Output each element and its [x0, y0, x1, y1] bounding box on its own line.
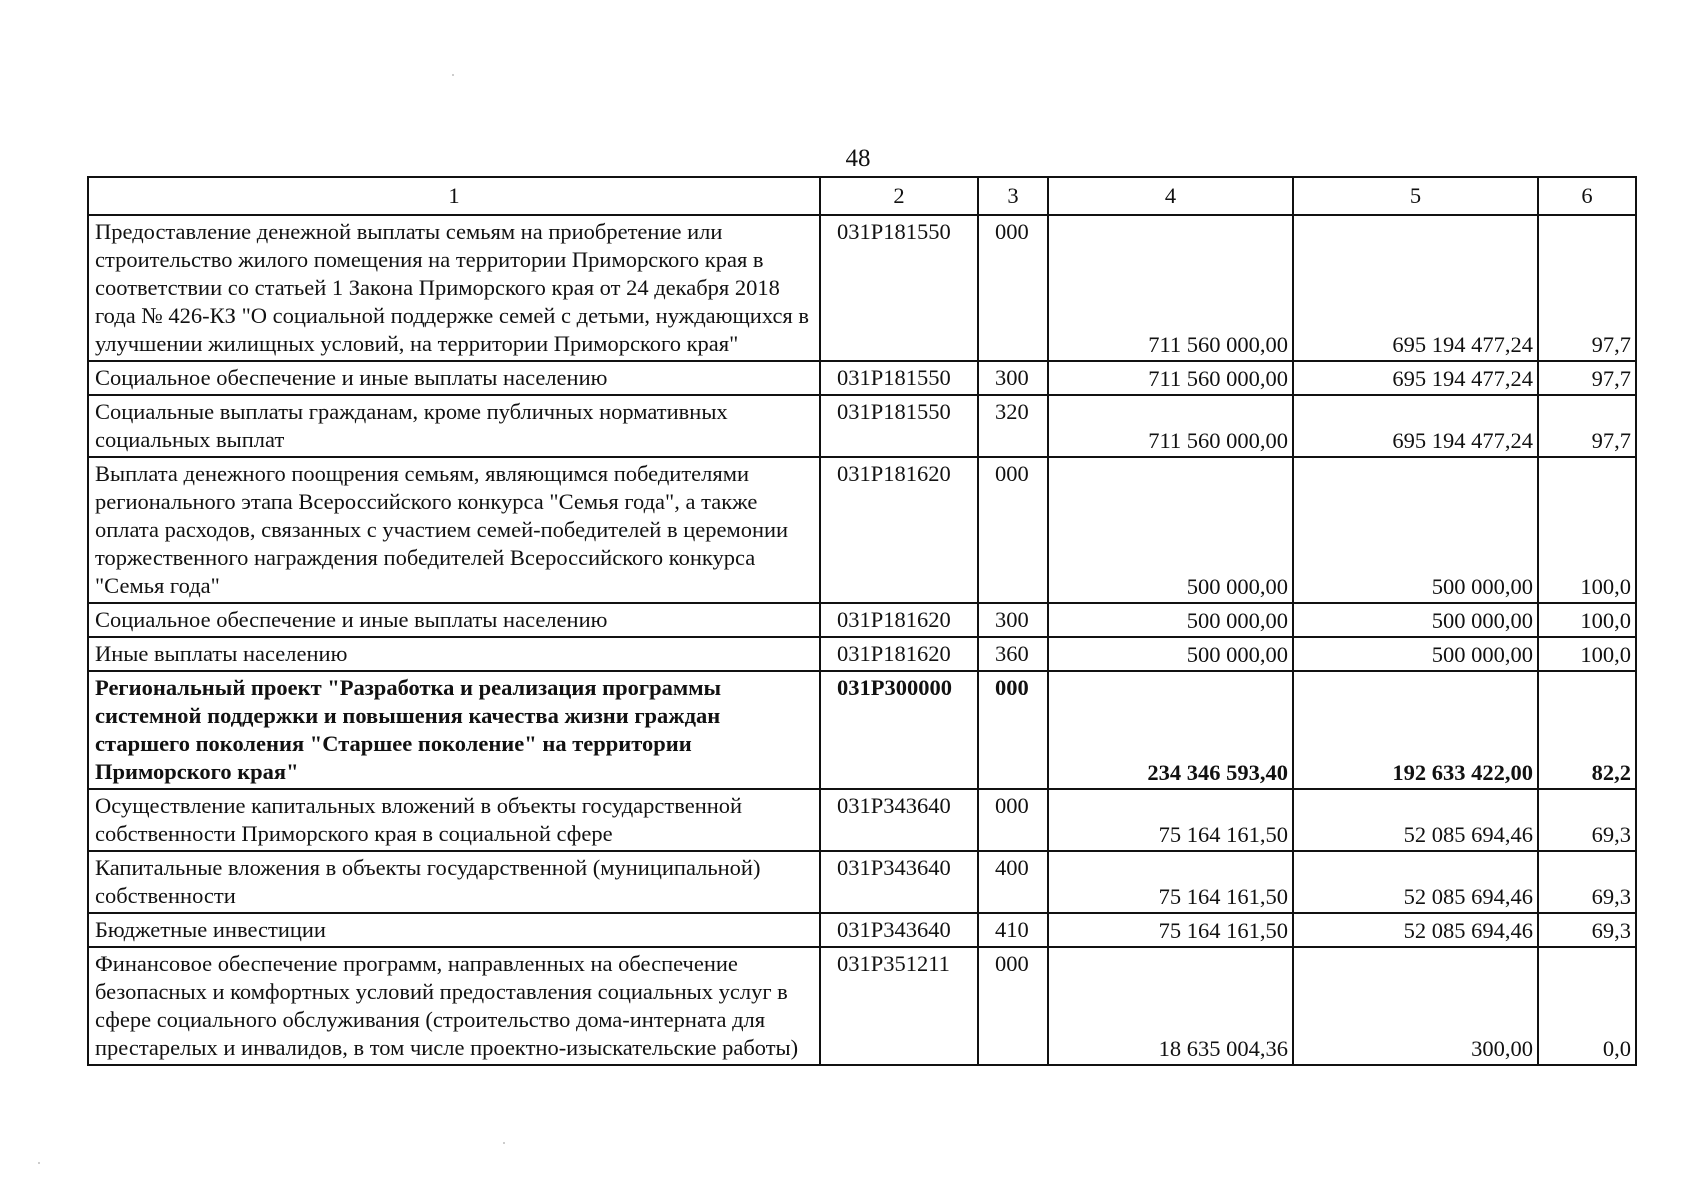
row-type-cell: 360	[978, 637, 1048, 671]
row-actual-cell: 52 085 694,46	[1293, 851, 1538, 913]
row-type-cell: 400	[978, 851, 1048, 913]
table-row	[88, 361, 1636, 395]
row-name-cell: Бюджетные инвестиции	[88, 913, 820, 947]
row-name-cell: Иные выплаты населению	[88, 637, 820, 671]
row-name-cell: Финансовое обеспечение программ, направленных на обеспечение безопасных и комфортных условий предоставления социальных услуг в сфере социального обслуживания (строительство дома-интерната для престарелых и инвалидов, в том числе проектно-изыскательские работы)	[88, 947, 820, 1065]
row-code-cell: 031P343640	[820, 851, 978, 913]
row-code-cell: 031P181620	[820, 457, 978, 603]
column-header-4: 4	[1048, 177, 1293, 215]
table-row	[88, 851, 1636, 913]
row-name-cell: Капитальные вложения в объекты государственной (муниципальной) собственности	[88, 851, 820, 913]
row-code-cell: 031P181550	[820, 395, 978, 457]
table-row	[88, 457, 1636, 603]
row-actual-cell: 500 000,00	[1293, 603, 1538, 637]
row-percent-cell: 100,0	[1538, 603, 1636, 637]
row-actual-cell: 500 000,00	[1293, 457, 1538, 603]
table-row	[88, 395, 1636, 457]
row-code-cell: 031P181620	[820, 603, 978, 637]
row-plan-cell: 75 164 161,50	[1048, 913, 1293, 947]
table-row	[88, 947, 1636, 1065]
row-actual-cell: 695 194 477,24	[1293, 361, 1538, 395]
table-body	[88, 215, 1636, 1065]
row-actual-cell: 52 085 694,46	[1293, 789, 1538, 851]
row-type-cell: 300	[978, 361, 1048, 395]
row-name-cell: Социальные выплаты гражданам, кроме публичных нормативных социальных выплат	[88, 395, 820, 457]
row-actual-cell: 52 085 694,46	[1293, 913, 1538, 947]
row-plan-cell: 711 560 000,00	[1048, 361, 1293, 395]
row-percent-cell: 0,0	[1538, 947, 1636, 1065]
row-code-cell: 031P181550	[820, 361, 978, 395]
row-type-cell: 320	[978, 395, 1048, 457]
row-percent-cell: 82,2	[1538, 671, 1636, 789]
table-row	[88, 789, 1636, 851]
row-type-cell: 000	[978, 215, 1048, 361]
table-row	[88, 637, 1636, 671]
table-row-bold	[88, 671, 1636, 789]
row-name-cell: Социальное обеспечение и иные выплаты населению	[88, 603, 820, 637]
page-number: 48	[845, 145, 871, 172]
budget-table	[87, 176, 1637, 1066]
column-header-6: 6	[1538, 177, 1636, 215]
row-code-cell: 031P343640	[820, 789, 978, 851]
row-name-cell: Предоставление денежной выплаты семьям на приобретение или строительство жилого помещения на территории Приморского края в соответствии со статьей 1 Закона Приморского края от 24 декабря 2018 года № 426-КЗ "О социальной поддержке семей с детьми, нуждающихся в улучшении жилищных условий, на территории Приморского края"	[88, 215, 820, 361]
row-percent-cell: 97,7	[1538, 215, 1636, 361]
column-header-5: 5	[1293, 177, 1538, 215]
row-percent-cell: 100,0	[1538, 457, 1636, 603]
row-percent-cell: 97,7	[1538, 361, 1636, 395]
row-actual-cell: 695 194 477,24	[1293, 215, 1538, 361]
row-plan-cell: 75 164 161,50	[1048, 851, 1293, 913]
row-code-cell: 031P181620	[820, 637, 978, 671]
scan-speck	[38, 1162, 40, 1164]
row-percent-cell: 69,3	[1538, 913, 1636, 947]
row-code-cell: 031P343640	[820, 913, 978, 947]
row-name-cell: Осуществление капитальных вложений в объекты государственной собственности Приморского края в социальной сфере	[88, 789, 820, 851]
row-type-cell: 410	[978, 913, 1048, 947]
row-plan-cell: 500 000,00	[1048, 457, 1293, 603]
row-name-cell: Выплата денежного поощрения семьям, являющимся победителями регионального этапа Всероссийского конкурса "Семья года", а также оплата расходов, связанных с участием семей-победителей в церемонии торжественного награждения победителей Всероссийского конкурса "Семья года"	[88, 457, 820, 603]
table-row	[88, 215, 1636, 361]
row-plan-cell: 234 346 593,40	[1048, 671, 1293, 789]
row-plan-cell: 500 000,00	[1048, 603, 1293, 637]
table-header-row	[88, 177, 1636, 215]
row-actual-cell: 500 000,00	[1293, 637, 1538, 671]
scan-speck	[503, 1142, 505, 1144]
row-code-cell: 031P351211	[820, 947, 978, 1065]
row-percent-cell: 97,7	[1538, 395, 1636, 457]
row-actual-cell: 192 633 422,00	[1293, 671, 1538, 789]
row-percent-cell: 100,0	[1538, 637, 1636, 671]
column-header-1: 1	[88, 177, 820, 215]
table-row	[88, 603, 1636, 637]
row-code-cell: 031P300000	[820, 671, 978, 789]
row-plan-cell: 75 164 161,50	[1048, 789, 1293, 851]
row-actual-cell: 695 194 477,24	[1293, 395, 1538, 457]
row-percent-cell: 69,3	[1538, 851, 1636, 913]
row-code-cell: 031P181550	[820, 215, 978, 361]
column-header-2: 2	[820, 177, 978, 215]
row-plan-cell: 711 560 000,00	[1048, 395, 1293, 457]
row-name-cell: Социальное обеспечение и иные выплаты населению	[88, 361, 820, 395]
row-type-cell: 000	[978, 671, 1048, 789]
row-percent-cell: 69,3	[1538, 789, 1636, 851]
row-name-cell: Региональный проект "Разработка и реализация программы системной поддержки и повышения качества жизни граждан старшего поколения "Старшее поколение" на территории Приморского края"	[88, 671, 820, 789]
row-type-cell: 300	[978, 603, 1048, 637]
row-type-cell: 000	[978, 457, 1048, 603]
row-plan-cell: 18 635 004,36	[1048, 947, 1293, 1065]
column-header-3: 3	[978, 177, 1048, 215]
table-row	[88, 913, 1636, 947]
row-type-cell: 000	[978, 947, 1048, 1065]
row-type-cell: 000	[978, 789, 1048, 851]
scan-speck	[452, 74, 454, 76]
row-plan-cell: 711 560 000,00	[1048, 215, 1293, 361]
row-actual-cell: 300,00	[1293, 947, 1538, 1065]
row-plan-cell: 500 000,00	[1048, 637, 1293, 671]
